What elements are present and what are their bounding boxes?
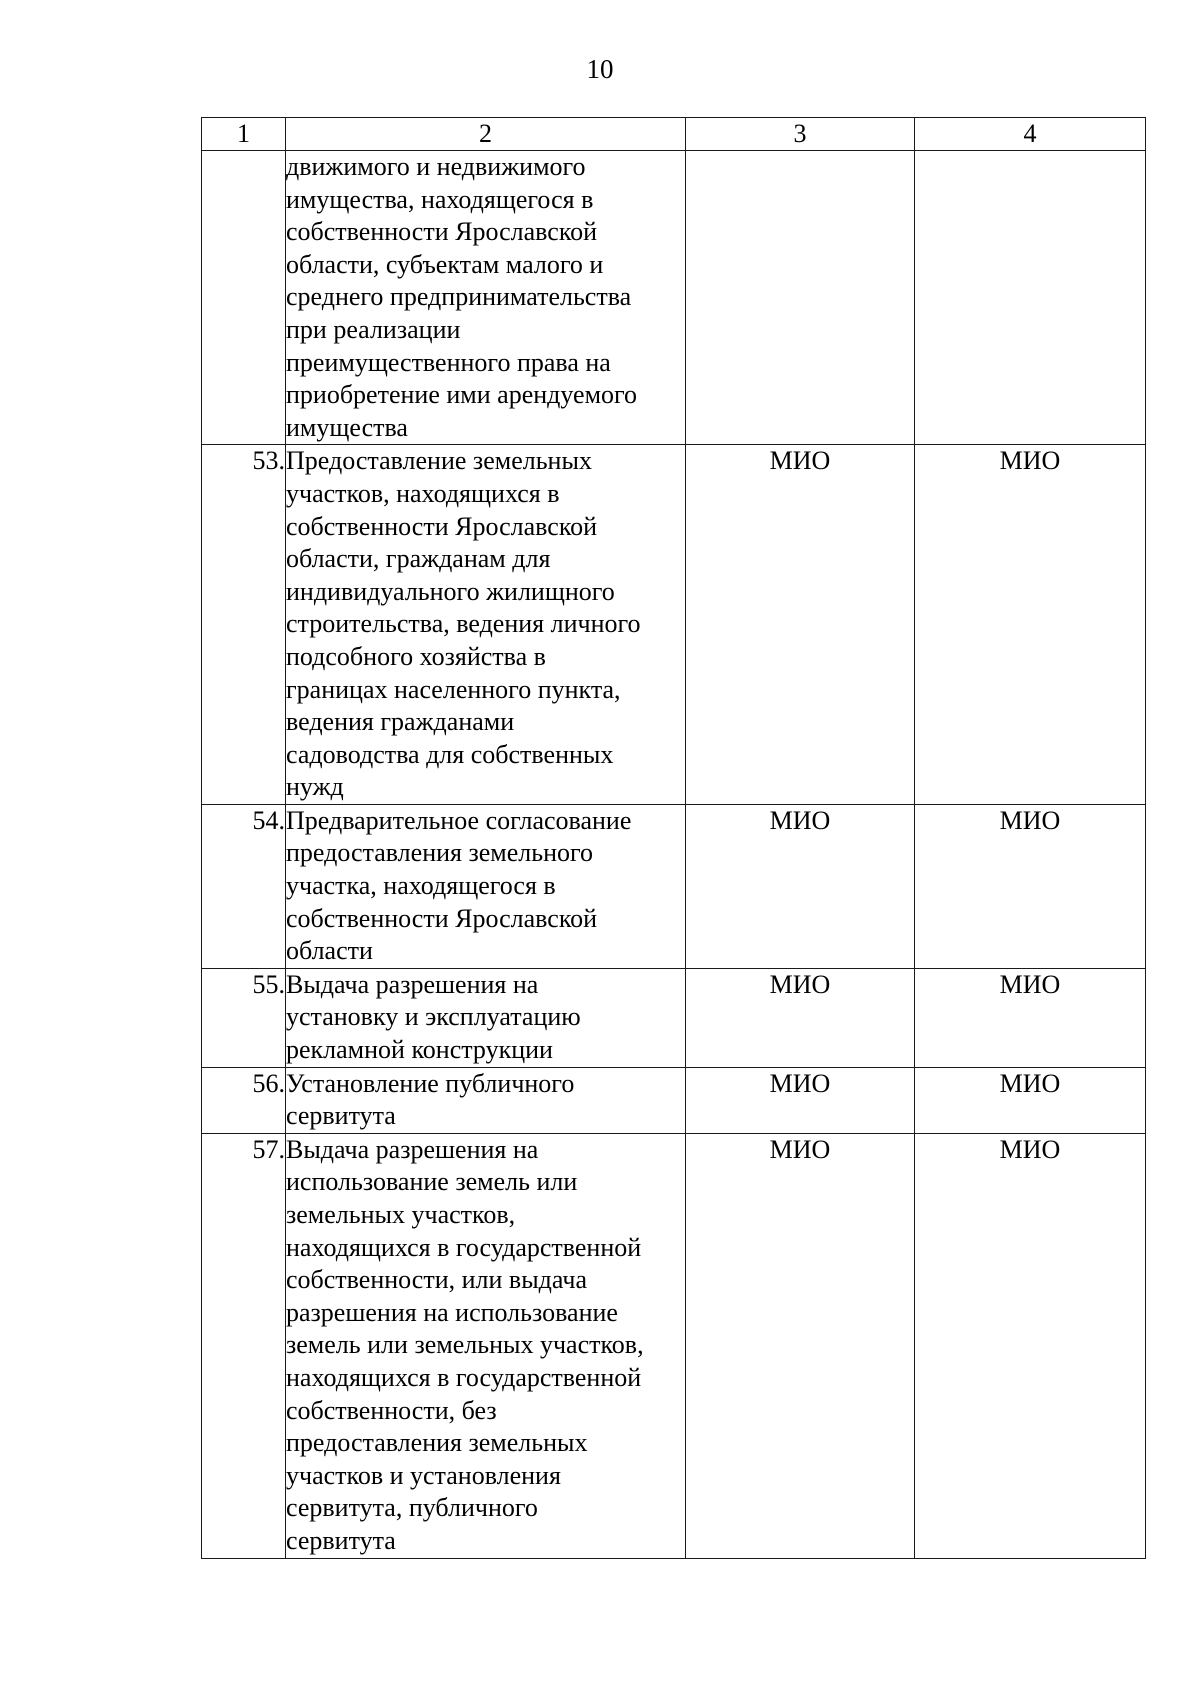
description-line: подсобного хозяйства в xyxy=(286,641,546,671)
description-line: участков, находящихся в xyxy=(286,478,560,508)
page-number: 10 xyxy=(586,54,614,84)
description-line: сервитута xyxy=(286,1525,396,1555)
service-description xyxy=(286,1133,686,1558)
table-row xyxy=(202,445,1146,805)
description-line: собственности Ярославской xyxy=(286,903,598,933)
description-line: собственности Ярославской xyxy=(286,511,598,541)
row-number xyxy=(202,151,286,445)
description-line: собственности Ярославской xyxy=(286,217,598,247)
description-line: разрешения на использование xyxy=(286,1297,618,1327)
header-col-1: 1 xyxy=(202,118,286,151)
description-line: Предварительное согласование xyxy=(286,805,632,835)
service-description xyxy=(286,445,686,805)
table-row xyxy=(202,1067,1146,1133)
service-description xyxy=(286,1067,686,1133)
responsible-body-col-4 xyxy=(915,151,1146,445)
description-line: собственности, или выдача xyxy=(286,1265,588,1295)
description-line: установку и эксплуатацию xyxy=(286,1002,581,1032)
description-line: участка, находящегося в xyxy=(286,871,556,901)
header-col-4: 4 xyxy=(915,118,1146,151)
description-line: движимого и недвижимого xyxy=(286,152,586,181)
description-line: среднего предпринимательства xyxy=(286,282,632,312)
description-line: земель или земельных участков, xyxy=(286,1330,644,1360)
description-line: участков и установления xyxy=(286,1460,561,1490)
description-line: предоставления земельного xyxy=(286,838,594,868)
responsible-body-col-3 xyxy=(686,151,915,445)
responsible-body-col-3: МИО xyxy=(686,1067,915,1133)
responsible-body-col-3: МИО xyxy=(686,804,915,968)
responsible-body-col-4: МИО xyxy=(915,804,1146,968)
description-line: Установление публичного xyxy=(286,1068,575,1098)
responsible-body-col-3: МИО xyxy=(686,1133,915,1558)
description-line: земельных участков, xyxy=(286,1200,516,1229)
table-body xyxy=(202,151,1146,1559)
services-table xyxy=(201,117,1146,1559)
description-line: использование земель или xyxy=(286,1167,578,1197)
responsible-body-col-4: МИО xyxy=(915,1133,1146,1558)
description-line: области, субъектам малого и xyxy=(286,249,604,279)
service-description xyxy=(286,804,686,968)
description-line: собственности, без xyxy=(286,1395,497,1425)
table-row xyxy=(202,804,1146,968)
description-line: области, гражданам для xyxy=(286,544,551,574)
description-line: находящихся в государственной xyxy=(286,1232,642,1262)
row-number: 55. xyxy=(202,968,286,1067)
header-col-2: 2 xyxy=(286,118,686,151)
description-line: имущества xyxy=(286,412,408,442)
header-row xyxy=(202,118,1146,151)
description-line: области xyxy=(286,936,373,966)
row-number: 56. xyxy=(202,1067,286,1133)
header-col-3: 3 xyxy=(686,118,915,151)
description-line: преимущественного права на xyxy=(286,347,611,377)
service-description xyxy=(286,968,686,1067)
table-row xyxy=(202,1133,1146,1558)
description-line: границах населенного пункта, xyxy=(286,674,621,704)
description-line: нужд xyxy=(286,772,344,802)
description-line: Выдача разрешения на xyxy=(286,1134,539,1164)
description-line: сервитута xyxy=(286,1101,396,1131)
description-line: строительства, ведения личного xyxy=(286,609,641,639)
row-number: 54. xyxy=(202,804,286,968)
description-line: Выдача разрешения на xyxy=(286,969,539,999)
table-row xyxy=(202,968,1146,1067)
description-line: имущества, находящегося в xyxy=(286,184,594,214)
description-line: Предоставление земельных xyxy=(286,446,592,476)
description-line: приобретение ими арендуемого xyxy=(286,380,638,410)
row-number: 53. xyxy=(202,445,286,805)
description-line: предоставления земельных xyxy=(286,1428,588,1458)
responsible-body-col-3: МИО xyxy=(686,968,915,1067)
description-line: рекламной конструкции xyxy=(286,1035,553,1065)
responsible-body-col-3: МИО xyxy=(686,445,915,805)
description-line: ведения гражданами xyxy=(286,707,515,737)
table-header xyxy=(202,118,1146,151)
responsible-body-col-4: МИО xyxy=(915,445,1146,805)
description-line: садоводства для собственных xyxy=(286,739,614,769)
table-row xyxy=(202,151,1146,445)
description-line: при реализации xyxy=(286,314,461,344)
responsible-body-col-4: МИО xyxy=(915,968,1146,1067)
description-line: сервитута, публичного xyxy=(286,1493,538,1523)
service-description xyxy=(286,151,686,445)
description-line: индивидуального жилищного xyxy=(286,576,615,606)
responsible-body-col-4: МИО xyxy=(915,1067,1146,1133)
row-number: 57. xyxy=(202,1133,286,1558)
description-line: находящихся в государственной xyxy=(286,1362,642,1392)
